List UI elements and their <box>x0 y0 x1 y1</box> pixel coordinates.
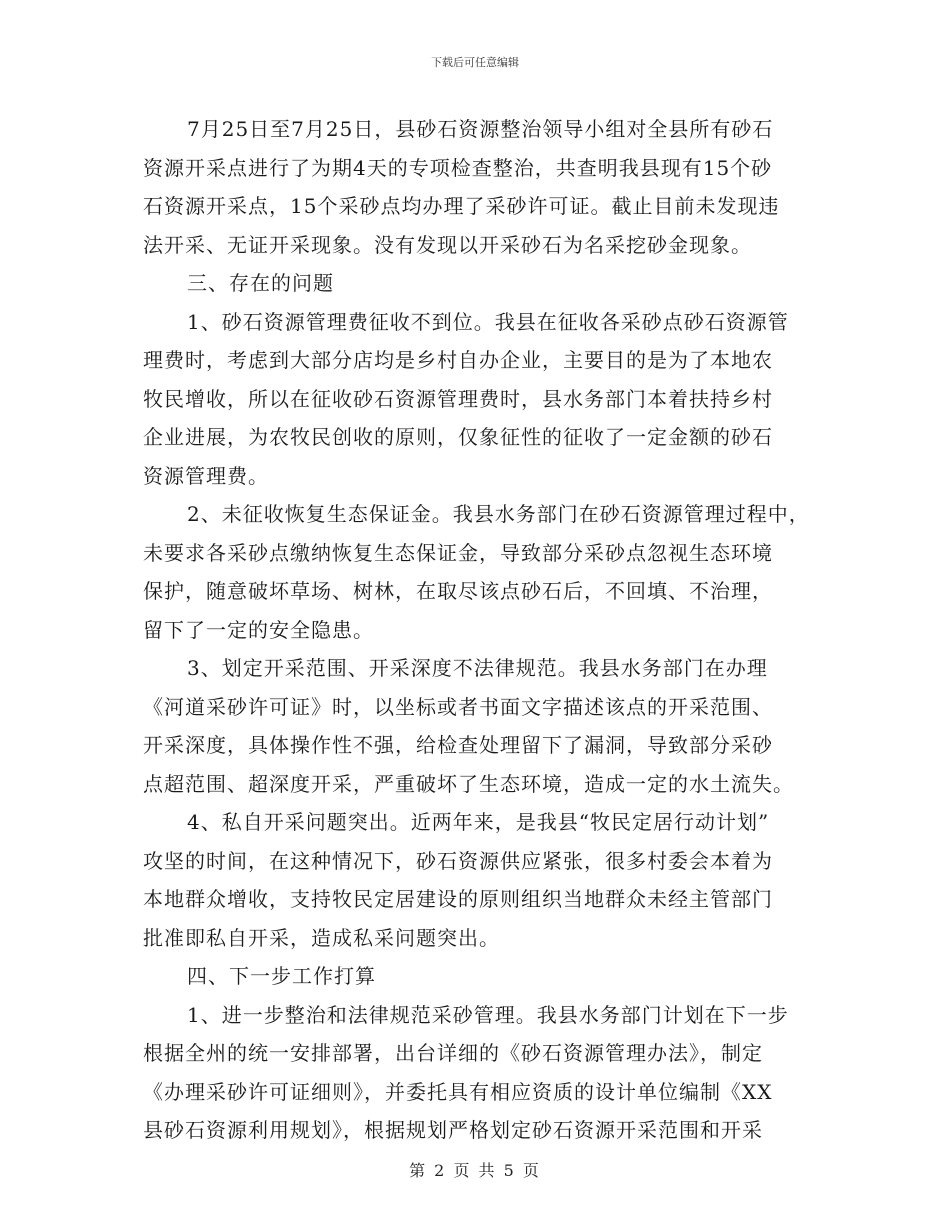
text-line: 留下了一定的安全隐患。 <box>143 617 374 642</box>
text-line: 四、下一步工作打算 <box>187 964 376 988</box>
page-header: 下载后可任意编辑 <box>431 56 519 69</box>
text-line: 攻坚的时间，在这种情况下，砂石资源供应紧张，很多村委会本着为 <box>143 848 773 873</box>
text-line: 县砂石资源利用规划》，根据规划严格划定砂石资源开采范围和开采 <box>143 1118 763 1142</box>
text-line: 《河道采砂许可证》时，以坐标或者书面文字描述该点的开采范围、 <box>143 694 773 719</box>
text-line: 开采深度，具体操作性不强，给检查处理留下了漏洞，导致部分采砂 <box>143 733 773 757</box>
text-line: 批准即私自开采，造成私采问题突出。 <box>143 925 500 950</box>
text-line: 1、砂石资源管理费征收不到位。我县在征收各采砂点砂石资源管 <box>187 309 789 334</box>
text-line: 保护，随意破坏草场、树林，在取尽该点砂石后，不回填、不治理， <box>143 579 773 603</box>
text-line: 本地群众增收，支持牧民定居建设的原则组织当地群众未经主管部门 <box>143 887 773 911</box>
text-line: 4、私自开采问题突出。近两年来，是我县“牧民定居行动计划” <box>187 810 770 834</box>
text-line: 未要求各采砂点缴纳恢复生态保证金，导致部分采砂点忽视生态环境 <box>143 540 773 565</box>
text-line: 点超范围、超深度开采，严重破坏了生态环境，造成一定的水土流失。 <box>143 771 794 796</box>
text-line: 理费时，考虑到大部分店均是乡村自办企业，主要目的是为了本地农 <box>143 348 773 372</box>
text-line: 企业进展，为农牧民创收的原则，仅象征性的征收了一定金额的砂石 <box>143 425 773 449</box>
text-line: 三、存在的问题 <box>187 271 334 295</box>
text-line: 3、划定开采范围、开采深度不法律规范。我县水务部门在办理 <box>187 656 768 680</box>
text-line: 7月25日至7月25日，县砂石资源整治领导小组对全县所有砂石 <box>187 117 774 141</box>
text-line: 石资源开采点，15个采砂点均办理了采砂许可证。截止目前未发现违 <box>143 194 780 218</box>
text-line: 法开采、无证开采现象。没有发现以开采砂石为名采挖砂金现象。 <box>143 232 752 257</box>
text-line: 1、进一步整治和法律规范采砂管理。我县水务部门计划在下一步 <box>187 1002 789 1027</box>
text-line: 《办理采砂许可证细则》，并委托具有相应资质的设计单位编制《XX <box>143 1079 773 1104</box>
text-line: 2、未征收恢复生态保证金。我县水务部门在砂石资源管理过程中， <box>187 502 810 526</box>
text-line: 资源开采点进行了为期4天的专项检查整治，共查明我县现有15个砂 <box>143 155 773 180</box>
text-line: 牧民增收，所以在征收砂石资源管理费时，县水务部门本着扶持乡村 <box>143 386 773 411</box>
text-line: 资源管理费。 <box>143 463 269 488</box>
document-body <box>143 110 810 1150</box>
page-footer: 第 2 页 共 5 页 <box>409 1161 541 1180</box>
text-line: 根据全州的统一安排部署，出台详细的《砂石资源管理办法》，制定 <box>143 1041 763 1065</box>
